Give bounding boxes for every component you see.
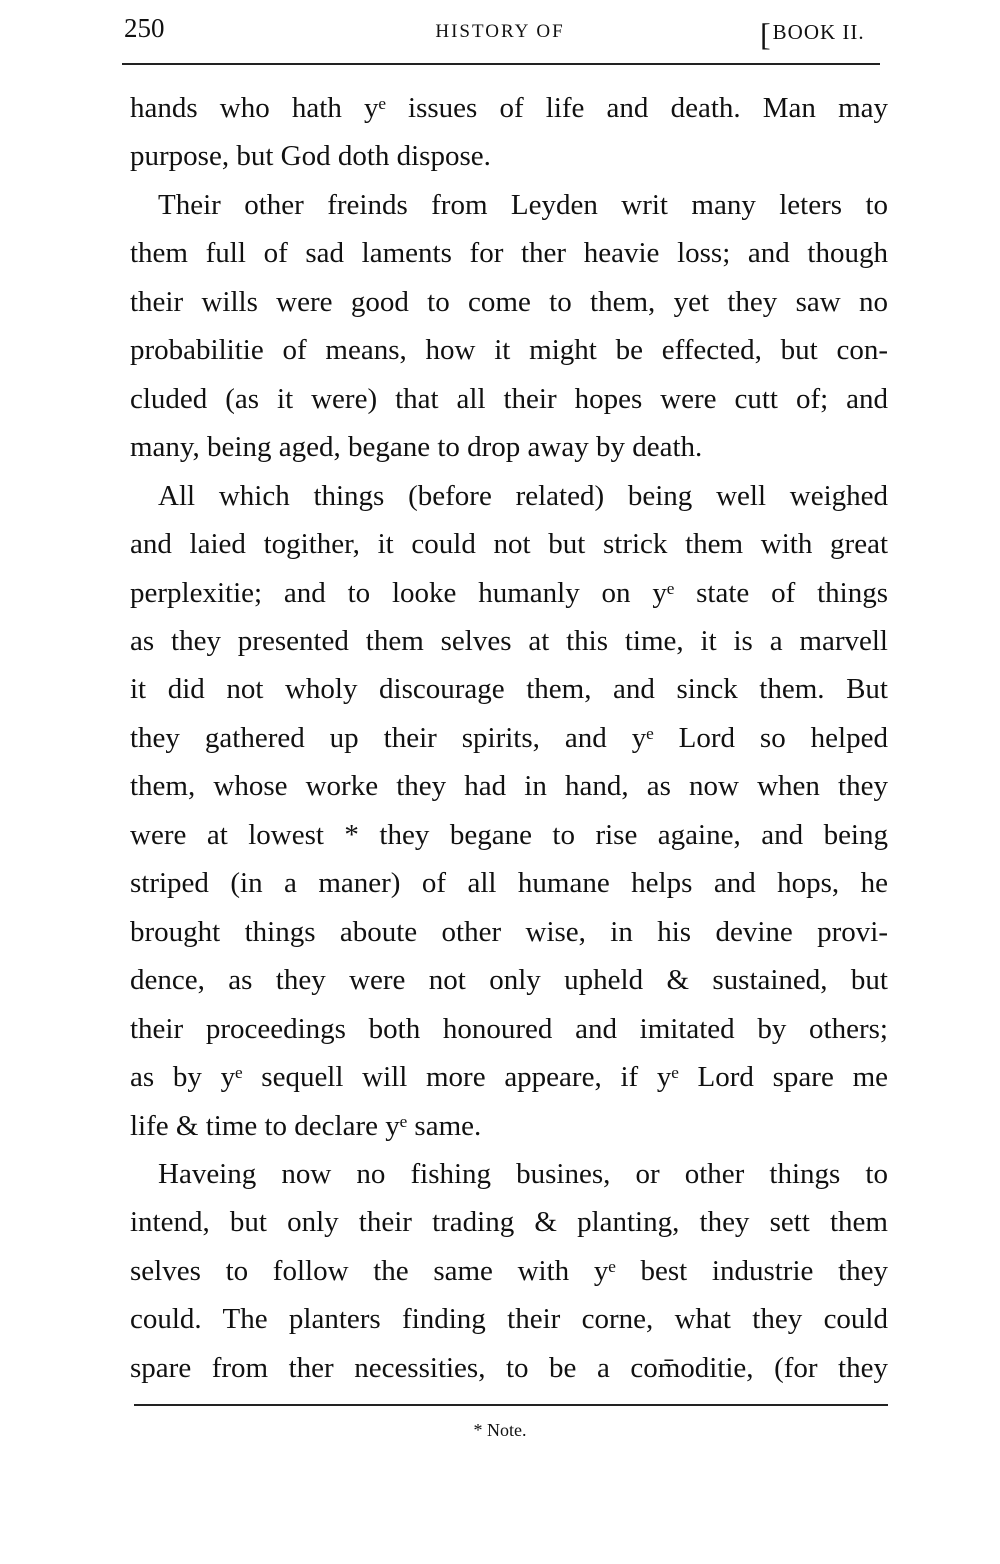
text-line: Their other freinds from Leyden writ many leters to [158, 188, 888, 221]
text-line: purpose, but God doth dispose. [130, 140, 491, 173]
text-line: could. The planters finding their corne, what they could [130, 1303, 888, 1336]
text-line: their proceedings both honoured and imitated by others; [130, 1012, 888, 1045]
book-bracket: [ [760, 16, 772, 52]
text-line: life & time to declare yᵉ same. [130, 1109, 482, 1142]
text-line: and laied togither, it could not but strick them with great [130, 528, 888, 561]
text-line: spare from ther necessities, to be a com̄oditie, (for they [130, 1351, 888, 1384]
text-line: as by yᵉ sequell will more appeare, if yᵉ Lord spare me [130, 1061, 888, 1094]
text-line: were at lowest * they begane to rise againe, and being [130, 818, 888, 851]
text-line: selves to follow the same with yᵉ best industrie they [130, 1254, 888, 1287]
footnote: * Note. [473, 1420, 527, 1440]
text-line: many, being aged, begane to drop away by death. [130, 431, 703, 464]
footnote-rule [134, 1404, 888, 1406]
text-line: them full of sad laments for ther heavie loss; and though [130, 237, 888, 270]
text-line: striped (in a maner) of all humane helps and hops, he [130, 867, 888, 900]
body-text [130, 84, 888, 1392]
text-line: cluded (as it were) that all their hopes were cutt of; and [130, 382, 888, 415]
text-line: Haveing now no fishing busines, or other things to [158, 1157, 888, 1190]
text-line: their wills were good to come to them, yet they saw no [130, 285, 888, 318]
book-number: BOOK II. [772, 20, 865, 44]
page-number: 250 [124, 13, 165, 43]
text-line: probabilitie of means, how it might be effected, but con- [130, 334, 888, 367]
header-rule [122, 63, 880, 65]
book-label [760, 12, 865, 54]
text-line: as they presented them selves at this time, it is a marvell [130, 624, 888, 657]
text-line: brought things aboute other wise, in his devine provi- [130, 915, 888, 948]
text-line: dence, as they were not only upheld & sustained, but [130, 964, 888, 997]
text-line: All which things (before related) being well weighed [158, 479, 888, 512]
text-line: perplexitie; and to looke humanly on yᵉ state of things [130, 576, 888, 609]
text-line: they gathered up their spirits, and yᵉ Lord so helped [130, 721, 888, 754]
text-line: hands who hath yᵉ issues of life and death. Man may [130, 92, 888, 124]
text-line: them, whose worke they had in hand, as now when they [130, 770, 888, 803]
text-line: intend, but only their trading & planting, they sett them [130, 1206, 888, 1239]
running-title: HISTORY OF [435, 21, 565, 42]
text-line: it did not wholy discourage them, and sinck them. But [130, 673, 888, 706]
